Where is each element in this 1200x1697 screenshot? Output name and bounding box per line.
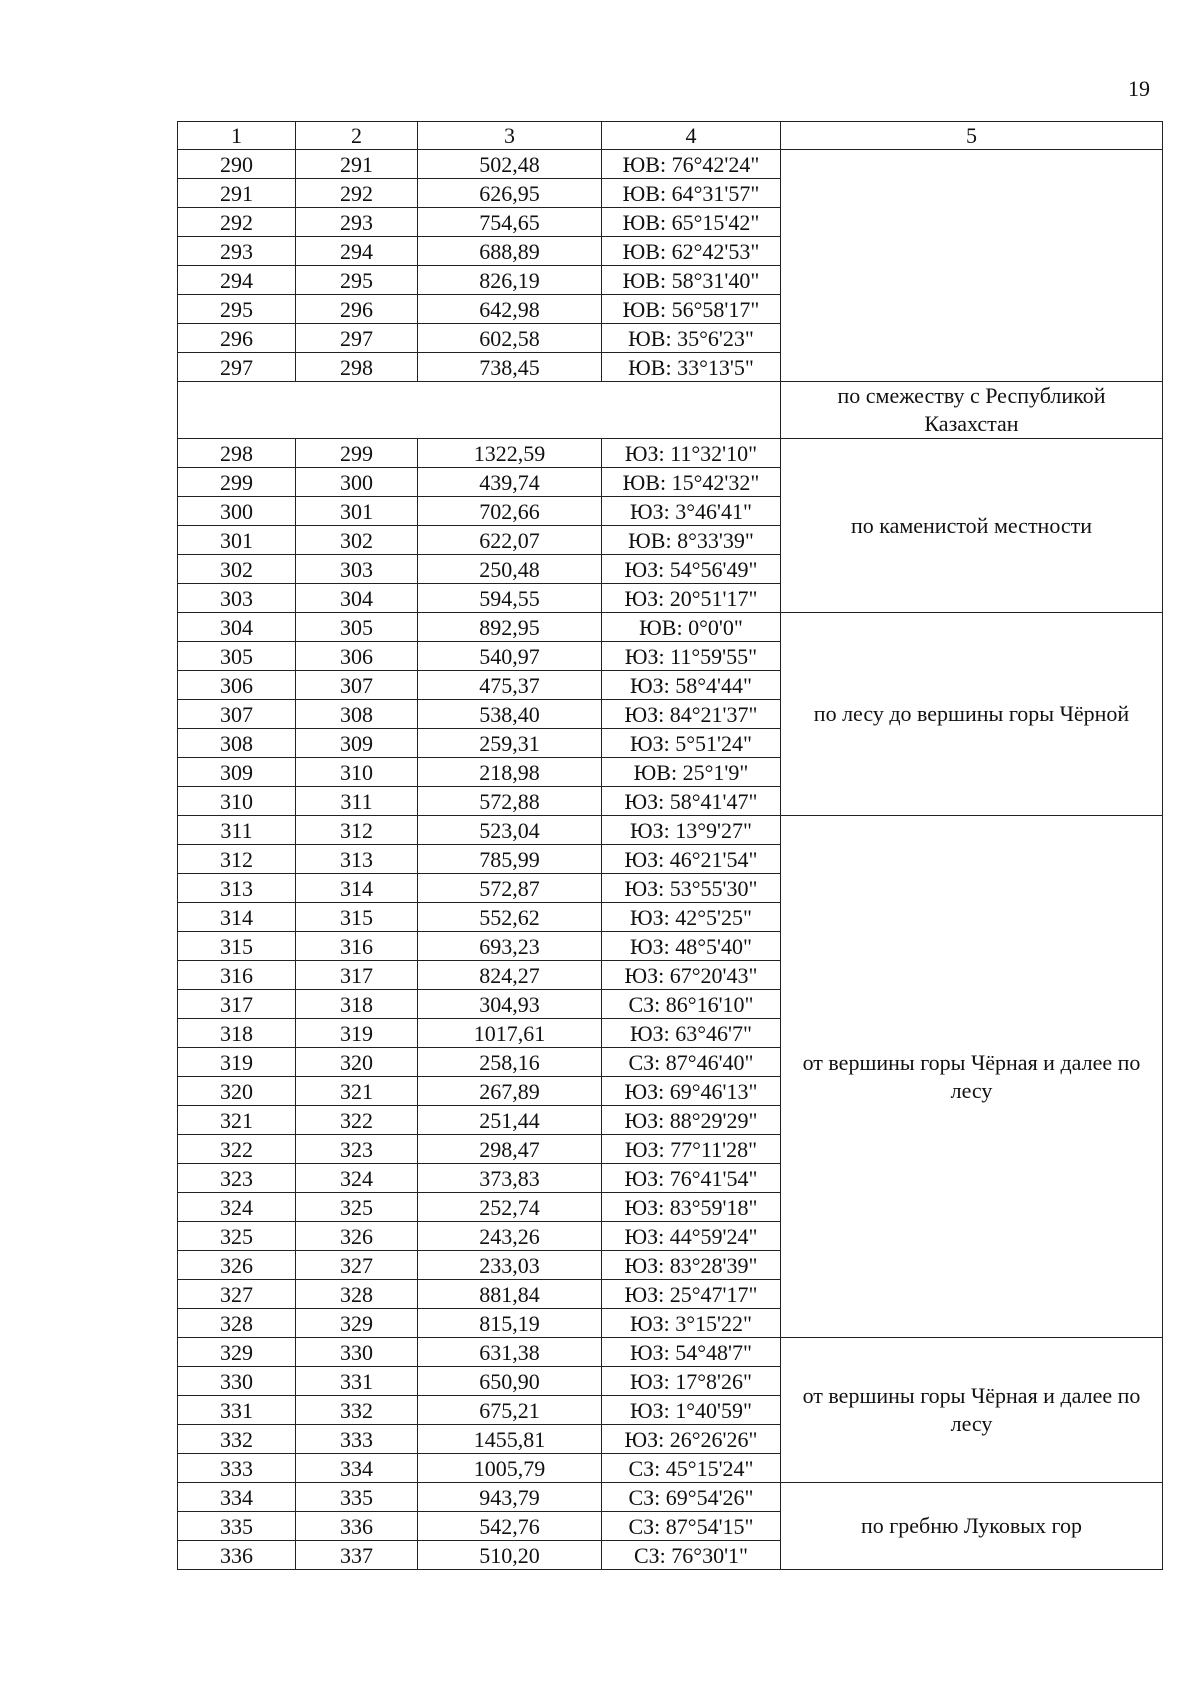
from-point-cell: 297: [178, 353, 296, 382]
from-point-cell: 294: [178, 266, 296, 295]
bearing-cell: СЗ: 87°46'40": [602, 1048, 781, 1077]
to-point-cell: 323: [296, 1135, 418, 1164]
length-cell: 738,45: [418, 353, 602, 382]
to-point-cell: 334: [296, 1454, 418, 1483]
from-point-cell: 292: [178, 208, 296, 237]
length-cell: 243,26: [418, 1222, 602, 1251]
length-cell: 892,95: [418, 613, 602, 642]
length-cell: 785,99: [418, 845, 602, 874]
to-point-cell: 319: [296, 1019, 418, 1048]
to-point-cell: 304: [296, 584, 418, 613]
to-point-cell: 336: [296, 1512, 418, 1541]
table-row: [178, 1338, 1163, 1367]
from-point-cell: 301: [178, 526, 296, 555]
to-point-cell: 311: [296, 787, 418, 816]
from-point-cell: 334: [178, 1483, 296, 1512]
from-point-cell: 323: [178, 1164, 296, 1193]
from-point-cell: 290: [178, 150, 296, 179]
from-point-cell: 331: [178, 1396, 296, 1425]
boundary-description-cell: от вершины горы Чёрная и далее по лесу: [781, 1338, 1163, 1483]
boundary-description-cell: от вершины горы Чёрная и далее по лесу: [781, 816, 1163, 1338]
to-point-cell: 315: [296, 903, 418, 932]
from-point-cell: 336: [178, 1541, 296, 1570]
from-point-cell: 318: [178, 1019, 296, 1048]
bearing-cell: ЮЗ: 13°9'27": [602, 816, 781, 845]
from-point-cell: 307: [178, 700, 296, 729]
bearing-cell: СЗ: 87°54'15": [602, 1512, 781, 1541]
table-row: [178, 150, 1163, 179]
boundary-table: [177, 121, 1163, 1570]
from-point-cell: 313: [178, 874, 296, 903]
bearing-cell: ЮЗ: 20°51'17": [602, 584, 781, 613]
bearing-cell: ЮЗ: 11°59'55": [602, 642, 781, 671]
length-cell: 523,04: [418, 816, 602, 845]
bearing-cell: ЮЗ: 17°8'26": [602, 1367, 781, 1396]
length-cell: 1455,81: [418, 1425, 602, 1454]
bearing-cell: ЮЗ: 67°20'43": [602, 961, 781, 990]
from-point-cell: 314: [178, 903, 296, 932]
to-point-cell: 328: [296, 1280, 418, 1309]
from-point-cell: 322: [178, 1135, 296, 1164]
separator-blank-cell: [178, 382, 781, 439]
header-cell-1: 1: [178, 122, 296, 150]
length-cell: 702,66: [418, 497, 602, 526]
from-point-cell: 330: [178, 1367, 296, 1396]
bearing-cell: ЮЗ: 77°11'28": [602, 1135, 781, 1164]
to-point-cell: 306: [296, 642, 418, 671]
bearing-cell: ЮЗ: 44°59'24": [602, 1222, 781, 1251]
from-point-cell: 324: [178, 1193, 296, 1222]
bearing-cell: ЮВ: 56°58'17": [602, 295, 781, 324]
bearing-cell: ЮЗ: 3°46'41": [602, 497, 781, 526]
bearing-cell: ЮВ: 58°31'40": [602, 266, 781, 295]
length-cell: 675,21: [418, 1396, 602, 1425]
to-point-cell: 300: [296, 468, 418, 497]
length-cell: 251,44: [418, 1106, 602, 1135]
bearing-cell: ЮЗ: 5°51'24": [602, 729, 781, 758]
to-point-cell: 302: [296, 526, 418, 555]
table-row: [178, 613, 1163, 642]
bearing-cell: ЮЗ: 69°46'13": [602, 1077, 781, 1106]
to-point-cell: 309: [296, 729, 418, 758]
length-cell: 267,89: [418, 1077, 602, 1106]
length-cell: 602,58: [418, 324, 602, 353]
bearing-cell: ЮЗ: 76°41'54": [602, 1164, 781, 1193]
length-cell: 1005,79: [418, 1454, 602, 1483]
bearing-cell: ЮЗ: 58°41'47": [602, 787, 781, 816]
from-point-cell: 315: [178, 932, 296, 961]
bearing-cell: ЮЗ: 84°21'37": [602, 700, 781, 729]
bearing-cell: ЮЗ: 83°59'18": [602, 1193, 781, 1222]
bearing-cell: СЗ: 69°54'26": [602, 1483, 781, 1512]
length-cell: 754,65: [418, 208, 602, 237]
bearing-cell: ЮВ: 35°6'23": [602, 324, 781, 353]
bearing-cell: ЮЗ: 3°15'22": [602, 1309, 781, 1338]
from-point-cell: 316: [178, 961, 296, 990]
length-cell: 252,74: [418, 1193, 602, 1222]
from-point-cell: 329: [178, 1338, 296, 1367]
from-point-cell: 291: [178, 179, 296, 208]
bearing-cell: ЮЗ: 83°28'39": [602, 1251, 781, 1280]
length-cell: 540,97: [418, 642, 602, 671]
to-point-cell: 303: [296, 555, 418, 584]
from-point-cell: 303: [178, 584, 296, 613]
boundary-table-body: [178, 122, 1163, 1570]
to-point-cell: 327: [296, 1251, 418, 1280]
length-cell: 218,98: [418, 758, 602, 787]
length-cell: 815,19: [418, 1309, 602, 1338]
from-point-cell: 305: [178, 642, 296, 671]
to-point-cell: 330: [296, 1338, 418, 1367]
from-point-cell: 304: [178, 613, 296, 642]
from-point-cell: 328: [178, 1309, 296, 1338]
header-cell-2: 2: [296, 122, 418, 150]
from-point-cell: 293: [178, 237, 296, 266]
to-point-cell: 333: [296, 1425, 418, 1454]
bearing-cell: ЮЗ: 25°47'17": [602, 1280, 781, 1309]
from-point-cell: 335: [178, 1512, 296, 1541]
length-cell: 693,23: [418, 932, 602, 961]
boundary-description-cell: по гребню Луковых гор: [781, 1483, 1163, 1570]
bearing-cell: ЮЗ: 54°48'7": [602, 1338, 781, 1367]
to-point-cell: 293: [296, 208, 418, 237]
boundary-description-cell: по смежеству с Республикой Казахстан: [781, 382, 1163, 439]
bearing-cell: ЮВ: 8°33'39": [602, 526, 781, 555]
length-cell: 594,55: [418, 584, 602, 613]
from-point-cell: 309: [178, 758, 296, 787]
bearing-cell: ЮВ: 15°42'32": [602, 468, 781, 497]
length-cell: 233,03: [418, 1251, 602, 1280]
from-point-cell: 312: [178, 845, 296, 874]
length-cell: 626,95: [418, 179, 602, 208]
boundary-description-cell: [781, 150, 1163, 382]
length-cell: 258,16: [418, 1048, 602, 1077]
length-cell: 943,79: [418, 1483, 602, 1512]
length-cell: 572,87: [418, 874, 602, 903]
to-point-cell: 318: [296, 990, 418, 1019]
from-point-cell: 319: [178, 1048, 296, 1077]
to-point-cell: 313: [296, 845, 418, 874]
from-point-cell: 326: [178, 1251, 296, 1280]
from-point-cell: 306: [178, 671, 296, 700]
from-point-cell: 298: [178, 439, 296, 468]
to-point-cell: 301: [296, 497, 418, 526]
bearing-cell: ЮВ: 0°0'0": [602, 613, 781, 642]
header-row: [178, 122, 1163, 150]
to-point-cell: 331: [296, 1367, 418, 1396]
from-point-cell: 317: [178, 990, 296, 1019]
bearing-cell: ЮВ: 64°31'57": [602, 179, 781, 208]
length-cell: 1322,59: [418, 439, 602, 468]
length-cell: 622,07: [418, 526, 602, 555]
to-point-cell: 307: [296, 671, 418, 700]
bearing-cell: СЗ: 76°30'1": [602, 1541, 781, 1570]
page-number: 19: [1128, 76, 1150, 101]
length-cell: 304,93: [418, 990, 602, 1019]
table-row: [178, 1483, 1163, 1512]
length-cell: 642,98: [418, 295, 602, 324]
to-point-cell: 299: [296, 439, 418, 468]
bearing-cell: ЮЗ: 58°4'44": [602, 671, 781, 700]
length-cell: 259,31: [418, 729, 602, 758]
bearing-cell: ЮВ: 25°1'9": [602, 758, 781, 787]
length-cell: 881,84: [418, 1280, 602, 1309]
from-point-cell: 327: [178, 1280, 296, 1309]
from-point-cell: 295: [178, 295, 296, 324]
bearing-cell: ЮЗ: 11°32'10": [602, 439, 781, 468]
header-cell-3: 3: [418, 122, 602, 150]
to-point-cell: 312: [296, 816, 418, 845]
length-cell: 650,90: [418, 1367, 602, 1396]
length-cell: 1017,61: [418, 1019, 602, 1048]
to-point-cell: 297: [296, 324, 418, 353]
from-point-cell: 299: [178, 468, 296, 497]
to-point-cell: 317: [296, 961, 418, 990]
bearing-cell: ЮЗ: 48°5'40": [602, 932, 781, 961]
to-point-cell: 324: [296, 1164, 418, 1193]
bearing-cell: ЮЗ: 1°40'59": [602, 1396, 781, 1425]
from-point-cell: 320: [178, 1077, 296, 1106]
length-cell: 631,38: [418, 1338, 602, 1367]
table-row: [178, 816, 1163, 845]
length-cell: 552,62: [418, 903, 602, 932]
from-point-cell: 333: [178, 1454, 296, 1483]
to-point-cell: 322: [296, 1106, 418, 1135]
to-point-cell: 305: [296, 613, 418, 642]
bearing-cell: ЮВ: 33°13'5": [602, 353, 781, 382]
length-cell: 298,47: [418, 1135, 602, 1164]
to-point-cell: 314: [296, 874, 418, 903]
length-cell: 688,89: [418, 237, 602, 266]
to-point-cell: 329: [296, 1309, 418, 1338]
separator-row: [178, 382, 1163, 439]
boundary-description-cell: по лесу до вершины горы Чёрной: [781, 613, 1163, 816]
length-cell: 250,48: [418, 555, 602, 584]
table-row: [178, 439, 1163, 468]
header-cell-4: 4: [602, 122, 781, 150]
length-cell: 475,37: [418, 671, 602, 700]
to-point-cell: 310: [296, 758, 418, 787]
length-cell: 824,27: [418, 961, 602, 990]
from-point-cell: 300: [178, 497, 296, 526]
bearing-cell: ЮВ: 62°42'53": [602, 237, 781, 266]
to-point-cell: 337: [296, 1541, 418, 1570]
length-cell: 538,40: [418, 700, 602, 729]
to-point-cell: 308: [296, 700, 418, 729]
to-point-cell: 320: [296, 1048, 418, 1077]
to-point-cell: 325: [296, 1193, 418, 1222]
to-point-cell: 291: [296, 150, 418, 179]
to-point-cell: 326: [296, 1222, 418, 1251]
from-point-cell: 302: [178, 555, 296, 584]
from-point-cell: 325: [178, 1222, 296, 1251]
length-cell: 502,48: [418, 150, 602, 179]
bearing-cell: ЮВ: 65°15'42": [602, 208, 781, 237]
length-cell: 542,76: [418, 1512, 602, 1541]
bearing-cell: ЮЗ: 26°26'26": [602, 1425, 781, 1454]
to-point-cell: 294: [296, 237, 418, 266]
length-cell: 510,20: [418, 1541, 602, 1570]
from-point-cell: 296: [178, 324, 296, 353]
bearing-cell: ЮЗ: 63°46'7": [602, 1019, 781, 1048]
bearing-cell: СЗ: 86°16'10": [602, 990, 781, 1019]
to-point-cell: 316: [296, 932, 418, 961]
to-point-cell: 335: [296, 1483, 418, 1512]
from-point-cell: 321: [178, 1106, 296, 1135]
boundary-description-cell: по каменистой местности: [781, 439, 1163, 613]
to-point-cell: 298: [296, 353, 418, 382]
header-cell-5: 5: [781, 122, 1163, 150]
from-point-cell: 310: [178, 787, 296, 816]
to-point-cell: 295: [296, 266, 418, 295]
bearing-cell: СЗ: 45°15'24": [602, 1454, 781, 1483]
to-point-cell: 321: [296, 1077, 418, 1106]
bearing-cell: ЮЗ: 88°29'29": [602, 1106, 781, 1135]
bearing-cell: ЮЗ: 53°55'30": [602, 874, 781, 903]
bearing-cell: ЮЗ: 54°56'49": [602, 555, 781, 584]
bearing-cell: ЮВ: 76°42'24": [602, 150, 781, 179]
length-cell: 826,19: [418, 266, 602, 295]
to-point-cell: 332: [296, 1396, 418, 1425]
bearing-cell: ЮЗ: 42°5'25": [602, 903, 781, 932]
from-point-cell: 332: [178, 1425, 296, 1454]
from-point-cell: 308: [178, 729, 296, 758]
from-point-cell: 311: [178, 816, 296, 845]
bearing-cell: ЮЗ: 46°21'54": [602, 845, 781, 874]
to-point-cell: 292: [296, 179, 418, 208]
length-cell: 373,83: [418, 1164, 602, 1193]
length-cell: 439,74: [418, 468, 602, 497]
length-cell: 572,88: [418, 787, 602, 816]
to-point-cell: 296: [296, 295, 418, 324]
